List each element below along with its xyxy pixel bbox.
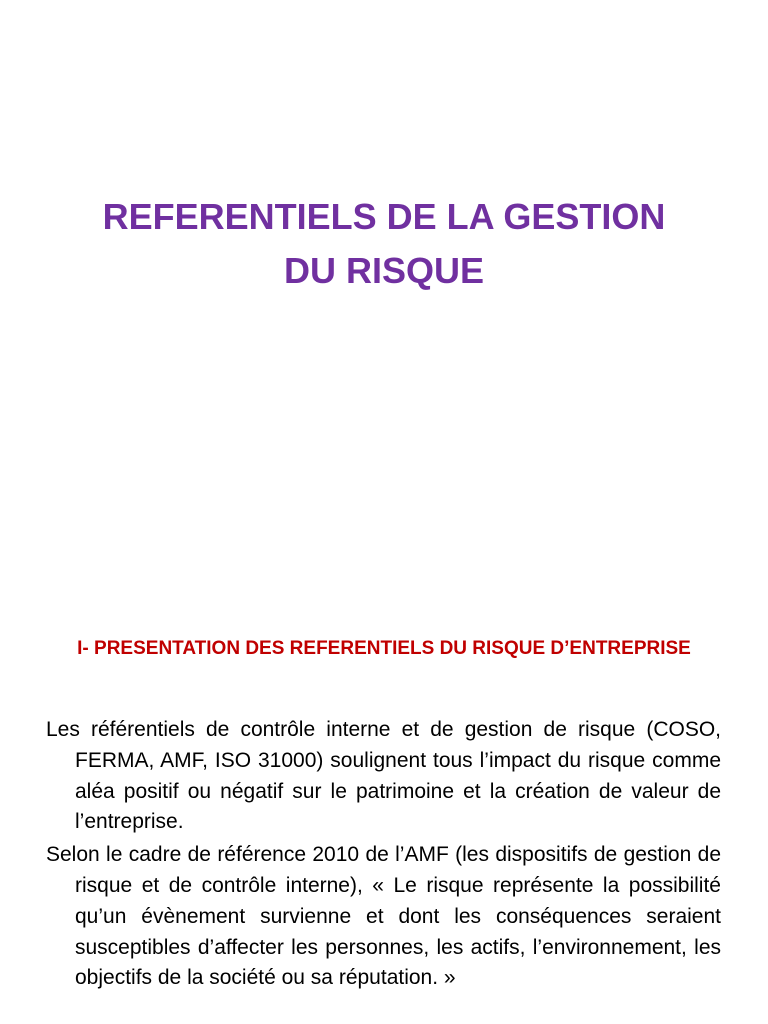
slide-title bbox=[60, 190, 708, 298]
title-line-2: DU RISQUE bbox=[283, 250, 485, 291]
section-heading: I- PRESENTATION DES REFERENTIELS DU RISQUE D’ENTREPRISE bbox=[77, 638, 691, 659]
body-text bbox=[46, 715, 721, 996]
paragraph-referentiels: Les référentiels de contrôle interne et de gestion de risque (COSO, FERMA, AMF, ISO 31000) soulignent tous l’impact du risque comme aléa positif ou négatif sur le patrimoine et la création de valeur de l’entreprise. bbox=[46, 718, 721, 834]
paragraph-amf-definition: Selon le cadre de référence 2010 de l’AMF (les dispositifs de gestion de risque et de contrôle interne), « Le risque représente la possibilité qu’un évènement survienne et dont les conséquences seraient susceptibles d’affecter les personnes, les actifs, l’environnement, les objectifs de la société ou sa réputation. » bbox=[46, 843, 721, 990]
title-line-1: REFERENTIELS DE LA GESTION bbox=[102, 196, 666, 237]
